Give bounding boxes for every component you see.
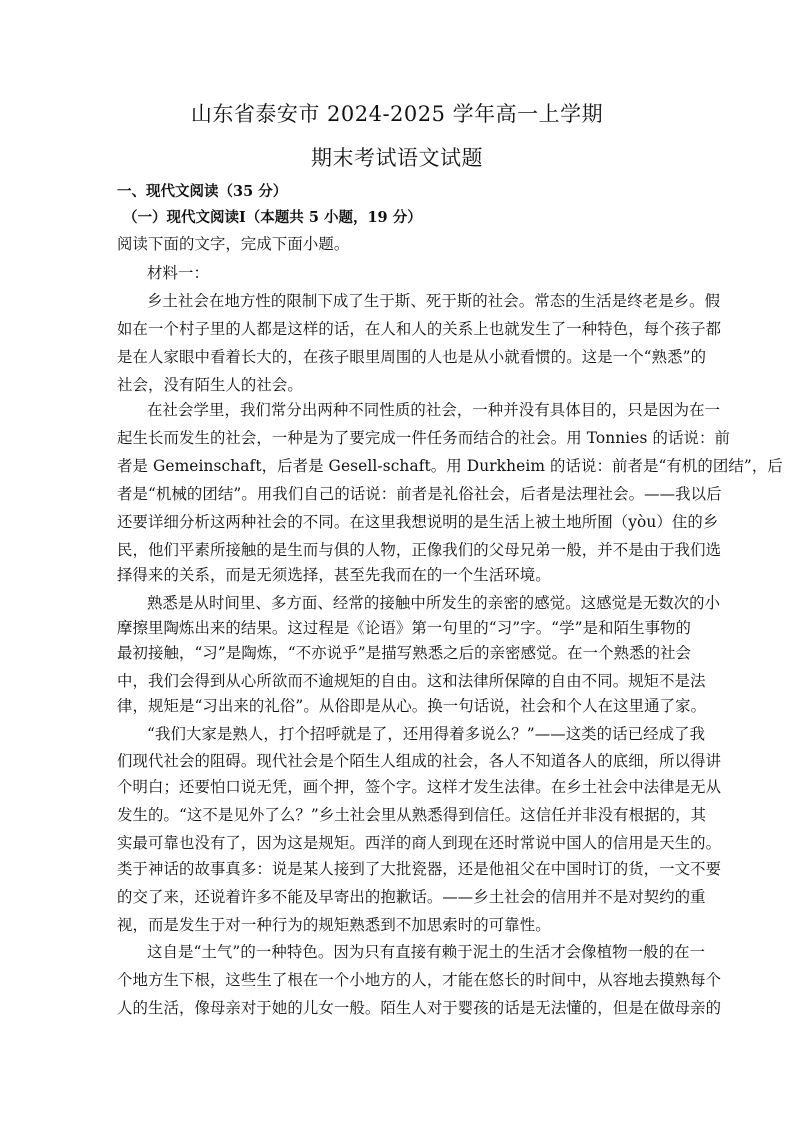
paragraph-line: 发生的。“这不是见外了么？”乡土社会里从熟悉得到信任。这信任并非没有根据的，其 bbox=[117, 806, 707, 824]
paragraph-line: 如在一个村子里的人都是这样的话，在人和人的关系上也就发生了一种特色，每个孩子都 bbox=[117, 320, 722, 338]
paragraph-line: 们现代社会的阻碍。现代社会是个陌生人组成的社会，各人不知道各人的底细，所以得讲 bbox=[117, 752, 722, 770]
paragraph-line: 个地方生下根，这些生了根在一个小地方的人，才能在悠长的时间中，从容地去摸熟每个 bbox=[117, 971, 722, 989]
paragraph-line: 者是“机械的团结”。用我们自己的话说：前者是礼俗社会，后者是法理社会。——我以后 bbox=[117, 485, 722, 503]
paragraph-line: 个明白；还要怕口说无凭，画个押，签个字。这样才发生法律。在乡土社会中法律是无从 bbox=[117, 778, 722, 796]
paragraph-line: 最初接触，“习”是陶炼，“不亦说乎”是描写熟悉之后的亲密感觉。在一个熟悉的社会 bbox=[117, 644, 692, 662]
paragraph-line: 人的生活，像母亲对于她的儿女一般。陌生人对于婴孩的话是无法懂的，但是在做母亲的 bbox=[117, 999, 722, 1017]
paragraph-line: 摩擦里陶炼出来的结果。这过程是《论语》第一句里的“习”字。“学”是和陌生事物的 bbox=[117, 619, 692, 637]
paragraph-line: 视，而是发生于对一种行为的规矩熟悉到不加思索时的可靠性。 bbox=[117, 916, 551, 934]
paragraph-line: “我们大家是熟人，打个招呼就是了，还用得着多说么？”——这类的话已经成了我 bbox=[147, 725, 706, 743]
paragraph-line: 者是 Gemeinschaft，后者是 Gesell-schaft。用 Durkheim 的话说：前者是“有机的团结”，后 bbox=[117, 457, 783, 475]
paragraph-line: 民，他们平素所接触的是生而与俱的人物，正像我们的父母兄弟一般，并不是由于我们选 bbox=[117, 541, 722, 559]
subsection-heading: （一）现代文阅读Ⅰ（本题共 5 小题，19 分） bbox=[123, 209, 422, 226]
paragraph-line: 是在人家眼中看着长大的，在孩子眼里周围的人也是从小就看惯的。这是一个“熟悉”的 bbox=[117, 348, 707, 366]
document-subtitle: 期末考试语文试题 bbox=[311, 146, 483, 170]
paragraph-line: 起生长而发生的社会，一种是为了要完成一件任务而结合的社会。用 Tonnies 的话说：前 bbox=[117, 429, 730, 447]
instruction-text: 阅读下面的文字，完成下面小题。 bbox=[117, 235, 350, 253]
paragraph-line: 择得来的关系，而是无须选择，甚至先我而在的一个生活环境。 bbox=[117, 566, 551, 584]
paragraph-line: 律，规矩是“习出来的礼俗”。从俗即是从心。换一句话说，社会和个人在这里通了家。 bbox=[117, 697, 707, 715]
paragraph-line: 在社会学里，我们常分出两种不同性质的社会，一种并没有具体目的，只是因为在一 bbox=[147, 401, 721, 419]
paragraph-line: 乡土社会在地方性的限制下成了生于斯、死于斯的社会。常态的生活是终老是乡。假 bbox=[147, 292, 721, 310]
paragraph-line: 社会，没有陌生人的社会。 bbox=[117, 376, 303, 394]
paragraph-line: 类于神话的故事真多：说是某人接到了大批瓷器，还是他祖父在中国时订的货，一文不要 bbox=[117, 860, 722, 878]
paragraph-line: 还要详细分析这两种社会的不同。在这里我想说明的是生活上被土地所囿（yòu）住的乡 bbox=[117, 513, 719, 531]
paragraph-line: 熟悉是从时间里、多方面、经常的接触中所发生的亲密的感觉。这感觉是无数次的小 bbox=[147, 594, 721, 612]
paragraph-line: 的交了来，还说着许多不能及早寄出的抱歉话。——乡土社会的信用并不是对契约的重 bbox=[117, 888, 706, 906]
material-label: 材料一： bbox=[147, 264, 209, 282]
paragraph-line: 中，我们会得到从心所欲而不逾规矩的自由。这和法律所保障的自由不同。规矩不是法 bbox=[117, 672, 706, 690]
paragraph-line: 这自是“土气”的一种特色。因为只有直接有赖于泥土的生活才会像植物一般的在一 bbox=[147, 943, 706, 961]
document-title: 山东省泰安市 2024-2025 学年高一上学期 bbox=[190, 102, 604, 126]
paragraph-line: 实最可靠也没有了，因为这是规矩。西洋的商人到现在还时常说中国人的信用是天生的。 bbox=[117, 834, 722, 852]
section-heading: 一、现代文阅读（35 分） bbox=[117, 183, 288, 200]
